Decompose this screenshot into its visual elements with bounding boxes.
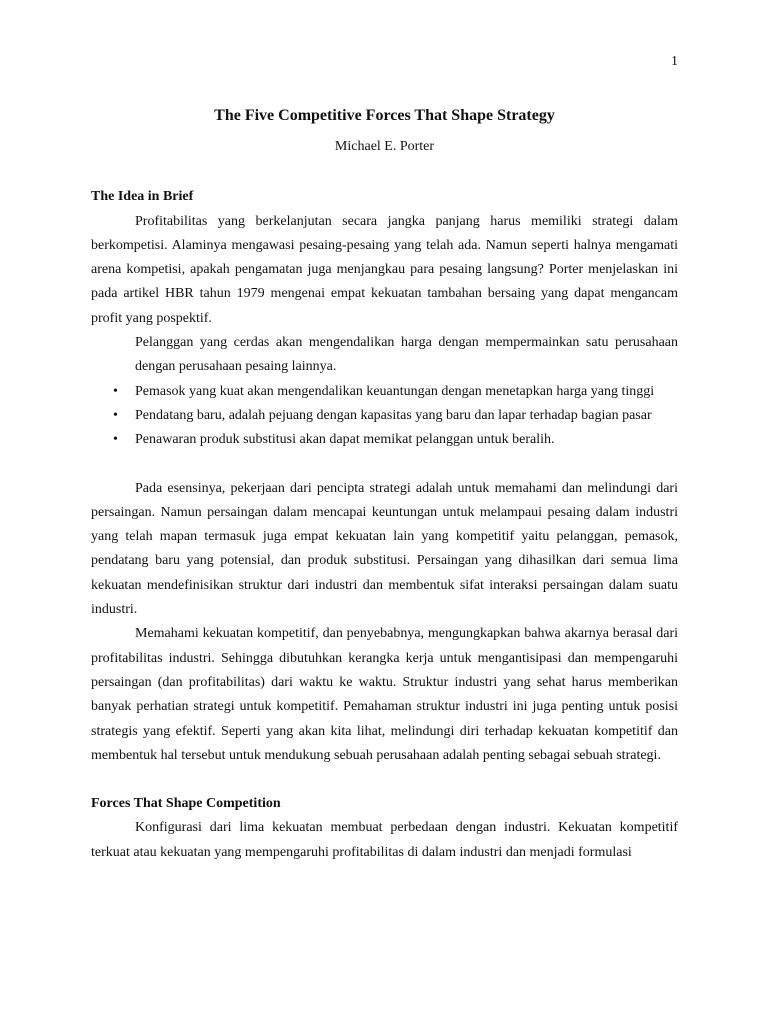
bullet-text: Pemasok yang kuat akan mengendalikan keuantungan dengan menetapkan harga yang tinggi bbox=[135, 383, 655, 399]
document-title: The Five Competitive Forces That Shape Strategy bbox=[214, 107, 555, 124]
paragraph: Memahami kekuatan kompetitif, dan penyebabnya, mengungkapkan bahwa akarnya berasal dari profitabilitas industri. Sehingga dibutuhkan kerangka kerja untuk mengantisipasi dan mempengaruhi persaingan (dan profitabilitas) dari waktu ke waktu. Struktur industri yang sehat harus memberikan banyak perhatian strategi untuk kompetitif. Pemahaman struktur industri ini juga penting untuk posisi strategis yang efektif. Seperti yang akan kita lihat, melindungi diri terhadap kekuatan kompetitif dan membentuk hal tersebut untuk mendukung sebuah perusahaan adalah penting sebagai sebuah strategi. bbox=[91, 626, 678, 763]
bullet-icon: • bbox=[113, 383, 118, 399]
section-heading-forces: Forces That Shape Competition bbox=[91, 796, 281, 812]
paragraph-spacer bbox=[91, 453, 678, 477]
paragraph: Konfigurasi dari lima kekuatan membuat perbedaan dengan industri. Kekuatan kompetitif terkuat atau kekuatan yang mempengaruhi profitabilitas di dalam industri dan menjadi formulasi bbox=[91, 820, 678, 860]
bullet-item bbox=[91, 404, 678, 428]
document-author: Michael E. Porter bbox=[334, 139, 435, 154]
paragraph: Pada esensinya, pekerjaan dari pencipta strategi adalah untuk memahami dan melindungi dari persaingan. Namun persaingan dalam mencapai keuntungan untuk melampaui pesaing dalam industri yang telah mapan termasuk juga empat kekuatan lain yang kompetitif yaitu pelanggan, pemasok, pendatang baru yang potensial, dan produk substitusi. Persaingan yang dihasilkan dari semua lima kekuatan mendefinisikan struktur dari industri dan membentuk sifat interaksi persaingan dalam suatu industri. bbox=[91, 480, 678, 618]
bullet-text: Pendatang baru, adalah pejuang dengan kapasitas yang baru dan lapar terhadap bagian pasar bbox=[135, 407, 652, 423]
document-body bbox=[91, 105, 678, 865]
bullet-icon: • bbox=[113, 432, 118, 448]
page-number: 1 bbox=[671, 54, 678, 69]
bullet-text: Penawaran produk substitusi akan dapat memikat pelanggan untuk beralih. bbox=[135, 432, 555, 448]
section-heading-idea-in-brief: The Idea in Brief bbox=[91, 189, 194, 205]
bullet-list bbox=[91, 380, 678, 453]
paragraph: Pelanggan yang cerdas akan mengendalikan harga dengan mempermainkan satu perusahaan dengan perusahaan pesaing lainnya. bbox=[135, 335, 678, 375]
bullet-item bbox=[91, 380, 678, 404]
paragraph: Profitabilitas yang berkelanjutan secara jangka panjang harus memiliki strategi dalam berkompetisi. Alaminya mengawasi pesaing-pesaing yang telah ada. Namun seperti halnya mengamati arena kompetisi, apakah pengamatan juga menjangkau para pesaing langsung? Porter menjelaskan ini pada artikel HBR tahun 1979 mengenai empat kekuatan tambahan bersaing yang dapat mengancam profit yang pospektif. bbox=[91, 213, 678, 326]
bullet-item bbox=[91, 428, 678, 452]
bullet-icon: • bbox=[113, 407, 118, 423]
